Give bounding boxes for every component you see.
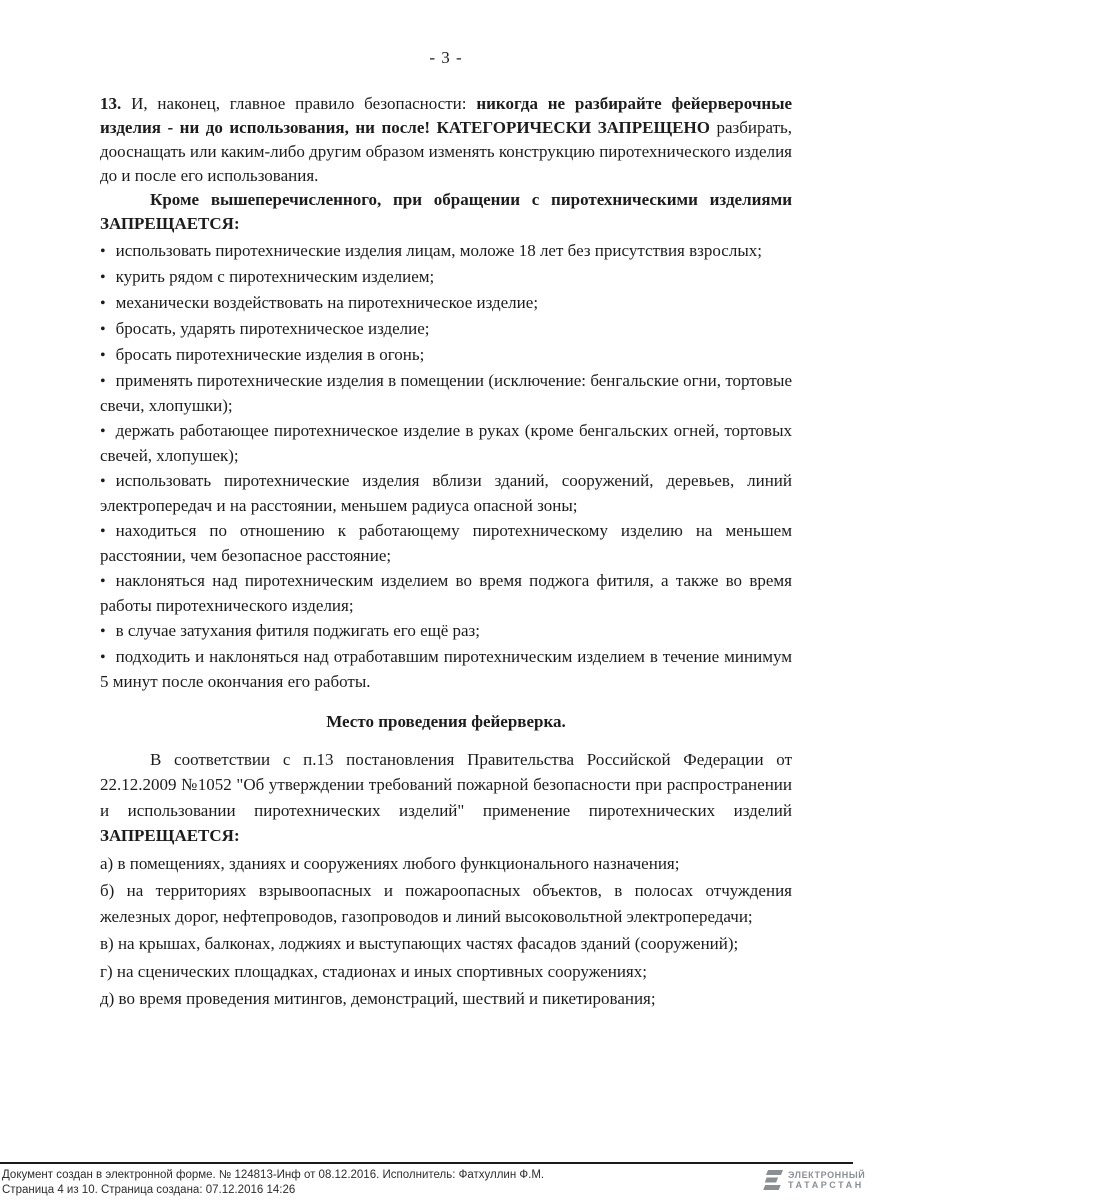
prohibition-bullet-list — [100, 239, 792, 694]
venue-paragraph-bold: ЗАПРЕЩАЕТСЯ: — [100, 826, 240, 845]
bullet-marker-icon: • — [100, 473, 106, 490]
bullet-list-item — [100, 619, 792, 644]
letter-list-item — [100, 959, 792, 985]
bullet-item-text: наклоняться над пиротехническим изделием во время поджога фитиля, а также во время работы пиротехнического изделия; — [100, 571, 792, 615]
bullet-marker-icon: • — [100, 623, 106, 640]
footer-page-info: Страница 4 из 10. Страница создана: 07.12.2016 14:26 — [2, 1184, 296, 1196]
bullet-item-text: находиться по отношению к работающему пиротехническому изделию на меньшем расстоянии, чем безопасное расстояние; — [100, 521, 792, 565]
electronic-tatarstan-logo-icon — [762, 1170, 784, 1190]
electronic-tatarstan-logo-text — [788, 1170, 865, 1190]
letter-item-text: г) на сценических площадках, стадионах и иных спортивных сооружениях; — [100, 961, 647, 981]
venue-letter-list — [100, 851, 792, 1012]
bullet-list-item — [100, 343, 792, 368]
bullet-marker-icon: • — [100, 295, 106, 312]
letter-item-text: а) в помещениях, зданиях и сооружениях любого функционального назначения; — [100, 853, 680, 873]
logo-text-bottom: ТАТАРСТАН — [788, 1180, 864, 1190]
intro-normal-2: разбирать, дооснащать или каким-либо другим образом изменять конструкцию пиротехнического изделия до и после его использования. — [100, 118, 792, 185]
bullet-list-item — [100, 369, 792, 418]
bullet-list-item — [100, 519, 792, 568]
bullet-item-text: использовать пиротехнические изделия лицам, моложе 18 лет без присутствия взрослых; — [115, 241, 762, 260]
bullet-item-text: курить рядом с пиротехническим изделием; — [115, 267, 435, 286]
venue-section-heading: Место проведения фейерверка. — [326, 712, 566, 731]
letter-item-text: д) во время проведения митингов, демонстраций, шествий и пикетирования; — [100, 989, 656, 1008]
bullet-list-item — [100, 645, 792, 694]
footer-divider-line — [0, 1162, 853, 1164]
bullet-item-text: бросать пиротехнические изделия в огонь; — [115, 345, 425, 364]
letter-list-item — [100, 851, 792, 877]
page-number: - 3 - — [429, 48, 463, 67]
prohibition-heading: Кроме вышеперечисленного, при обращении с пиротехническими изделиями ЗАПРЕЩАЕТСЯ: — [100, 190, 792, 233]
letter-list-item — [100, 931, 792, 957]
bullet-marker-icon: • — [100, 373, 106, 390]
bullet-item-text: механически воздействовать на пиротехническое изделие; — [115, 293, 539, 312]
venue-paragraph-normal: В соответствии с п.13 постановления Правительства Российской Федерации от 22.12.2009 №1052 "Об утверждении требований пожарной безопасности при распространении и использовании пиротехнических изделий" применение пиротехнических изделий — [100, 749, 792, 820]
bullet-list-item — [100, 239, 792, 264]
document-page — [100, 0, 792, 1012]
bullet-item-text: применять пиротехнические изделия в помещении (исключение: бенгальские огни, тортовые свечи, хлопушки); — [100, 371, 792, 415]
venue-paragraph — [100, 747, 792, 849]
bullet-marker-icon: • — [100, 423, 106, 440]
bullet-marker-icon: • — [100, 523, 106, 540]
rule-number: 13. — [100, 94, 122, 113]
bullet-marker-icon: • — [100, 347, 106, 364]
bullet-marker-icon: • — [100, 573, 106, 590]
bullet-item-text: в случае затухания фитиля поджигать его ещё раз; — [115, 621, 480, 640]
bullet-marker-icon: • — [100, 321, 106, 338]
footer-document-info: Документ создан в электронной форме. № 124813-Инф от 08.12.2016. Исполнитель: Фатхуллин Ф.М. — [2, 1169, 545, 1181]
intro-normal-1: И, наконец, главное правило безопасности: — [131, 94, 467, 113]
letter-item-text: в) на крышах, балконах, лоджиях и выступающих частях фасадов зданий (сооружений); — [100, 934, 739, 953]
bullet-item-text: бросать, ударять пиротехническое изделие; — [115, 319, 430, 338]
intro-bold-warning: никогда не разбирайте фейерверочные изделия - ни до использования, ни после! КАТЕГОРИЧЕСКИ ЗАПРЕЩЕНО — [100, 94, 793, 137]
letter-list-item — [100, 878, 792, 929]
bullet-list-item — [100, 265, 792, 290]
bullet-list-item — [100, 469, 792, 518]
letter-list-item — [100, 986, 792, 1012]
venue-section — [100, 709, 792, 1012]
bullet-item-text: держать работающее пиротехническое изделие в руках (кроме бенгальских огней, тортовых свечей, хлопушек); — [100, 421, 792, 465]
bullet-item-text: использовать пиротехнические изделия вблизи зданий, сооружений, деревьев, линий электропередач и на расстоянии, меньшем радиуса опасной зоны; — [100, 471, 792, 515]
electronic-tatarstan-logo — [762, 1170, 865, 1190]
intro-paragraph — [100, 92, 792, 188]
bullet-marker-icon: • — [100, 243, 106, 260]
bullet-marker-icon: • — [100, 269, 106, 286]
bullet-list-item — [100, 317, 792, 342]
bullet-list-item — [100, 291, 792, 316]
letter-item-text: б) на территориях взрывоопасных и пожароопасных объектов, в полосах отчуждения железных дорог, нефтепроводов, газопроводов и линий высоковольтной электропередачи; — [100, 881, 792, 926]
bullet-item-text: подходить и наклоняться над отработавшим пиротехническим изделием в течение минимум 5 минут после окончания его работы. — [100, 647, 792, 691]
bullet-list-item — [100, 569, 792, 618]
bullet-list-item — [100, 419, 792, 468]
footer-metadata — [2, 1168, 544, 1198]
bullet-marker-icon: • — [100, 649, 106, 666]
logo-text-top: ЭЛЕКТРОННЫЙ — [788, 1170, 866, 1180]
